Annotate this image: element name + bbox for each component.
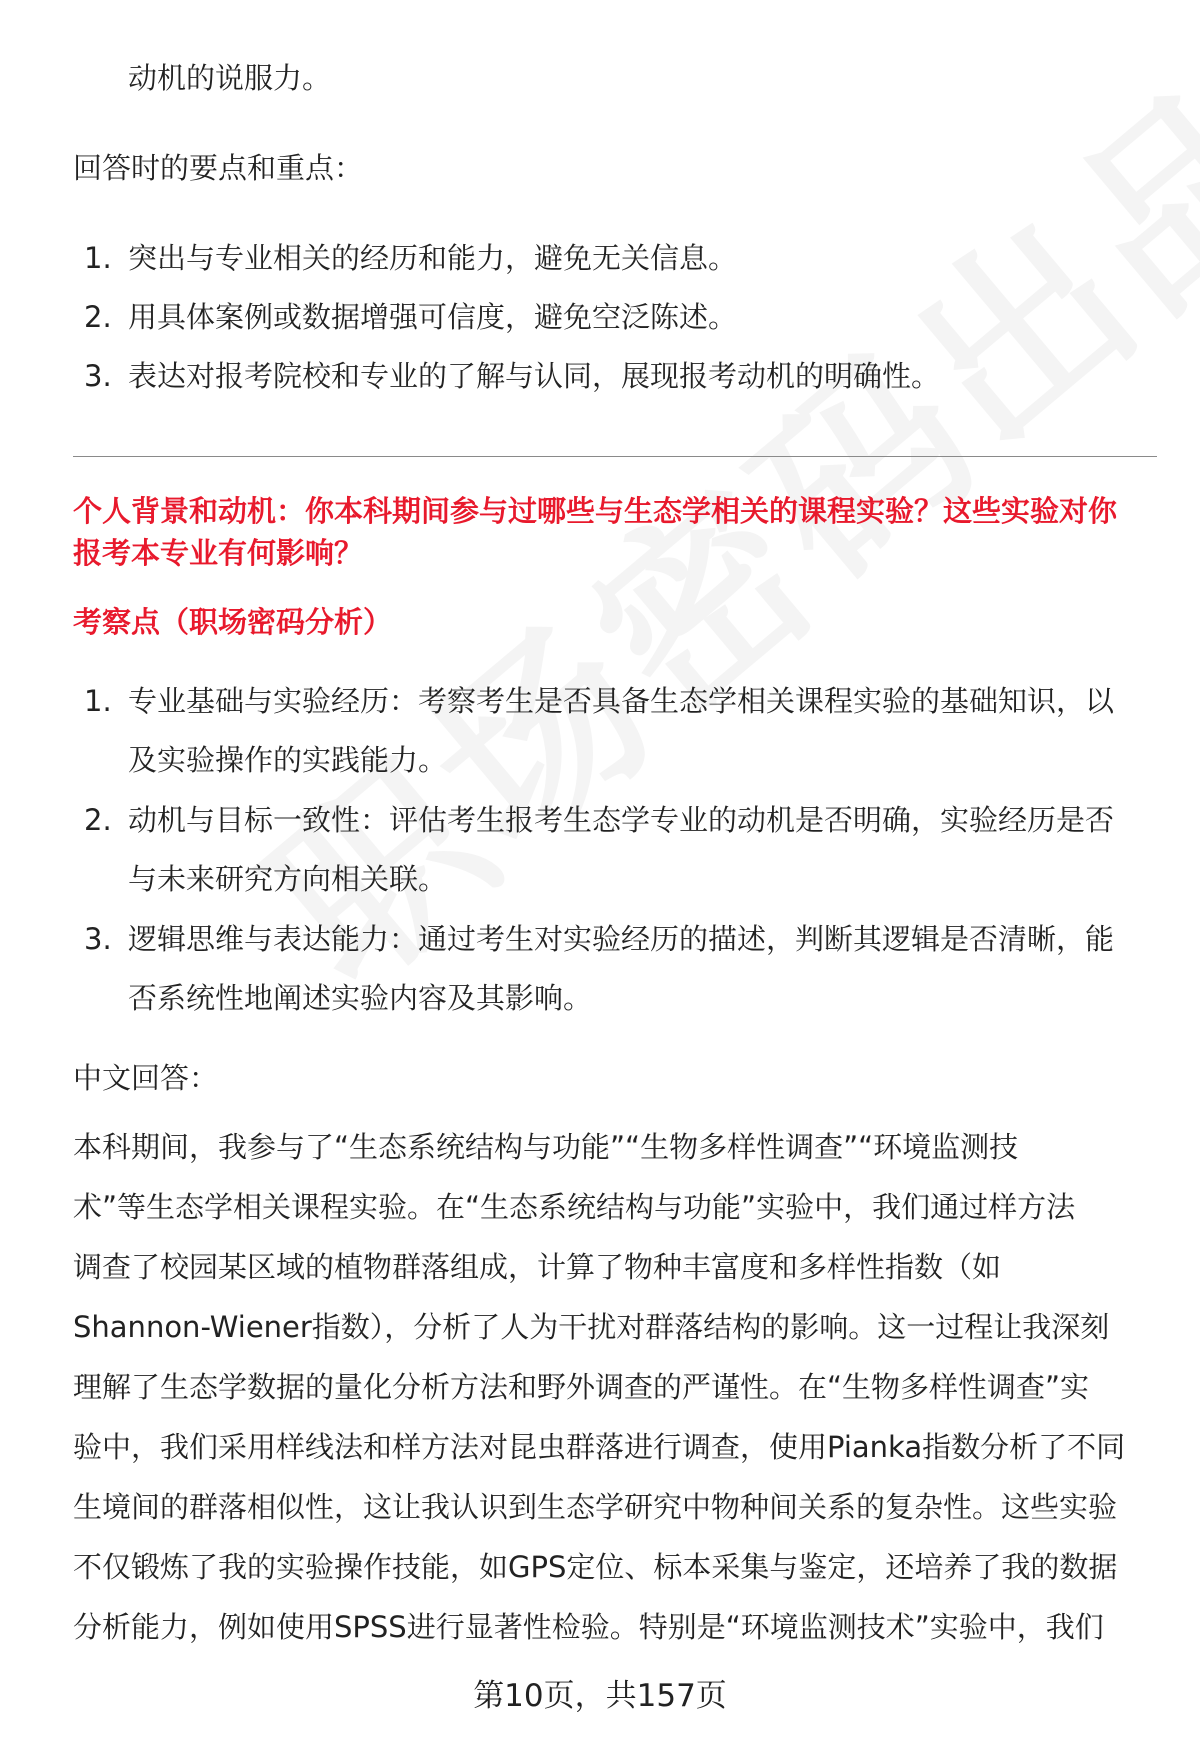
answer-heading: 中文回答：: [73, 1061, 219, 1095]
key-point-number: 1.: [84, 241, 112, 275]
section-divider: [73, 456, 1157, 457]
analysis-heading: 考察点（职场密码分析）: [73, 605, 393, 639]
analysis-text: 否系统性地阐述实验内容及其影响。: [128, 981, 593, 1015]
key-point-text: 突出与专业相关的经历和能力，避免无关信息。: [128, 241, 738, 275]
analysis-text: 专业基础与实验经历：考察考生是否具备生态学相关课程实验的基础知识，以: [128, 684, 1115, 718]
question-line: 个人背景和动机：你本科期间参与过哪些与生态学相关的课程实验？这些实验对你: [73, 494, 1118, 528]
key-point-number: 3.: [84, 359, 112, 393]
key-point-number: 2.: [84, 300, 112, 334]
answer-line: 调查了校园某区域的植物群落组成，计算了物种丰富度和多样性指数（如: [73, 1250, 1002, 1284]
answer-line: Shannon-Wiener指数），分析了人为干扰对群落结构的影响。这一过程让我深刻: [73, 1310, 1110, 1344]
analysis-text: 与未来研究方向相关联。: [128, 862, 448, 896]
key-points-heading: 回答时的要点和重点：: [73, 151, 364, 185]
key-point-text: 用具体案例或数据增强可信度，避免空泛陈述。: [128, 300, 738, 334]
answer-line: 不仅锻炼了我的实验操作技能，如GPS定位、标本采集与鉴定，还培养了我的数据: [73, 1550, 1118, 1584]
page-number-footer: 第10页，共157页: [473, 1678, 727, 1714]
analysis-number: 3.: [84, 922, 112, 956]
analysis-number: 2.: [84, 803, 112, 837]
analysis-text: 逻辑思维与表达能力：通过考生对实验经历的描述，判断其逻辑是否清晰，能: [128, 922, 1115, 956]
key-point-text: 表达对报考院校和专业的了解与认同，展现报考动机的明确性。: [128, 359, 941, 393]
answer-line: 理解了生态学数据的量化分析方法和野外调查的严谨性。在“生物多样性调查”实: [73, 1370, 1090, 1404]
answer-line: 验中，我们采用样线法和样方法对昆虫群落进行调查，使用Pianka指数分析了不同: [73, 1430, 1126, 1464]
answer-line: 生境间的群落相似性，这让我认识到生态学研究中物种间关系的复杂性。这些实验: [73, 1490, 1118, 1524]
analysis-number: 1.: [84, 684, 112, 718]
question-line: 报考本专业有何影响？: [73, 536, 364, 570]
answer-line: 术”等生态学相关课程实验。在“生态系统结构与功能”实验中，我们通过样方法: [73, 1190, 1076, 1224]
answer-line: 分析能力，例如使用SPSS进行显著性检验。特别是“环境监测技术”实验中，我们: [73, 1610, 1104, 1644]
analysis-text: 动机与目标一致性：评估考生报考生态学专业的动机是否明确，实验经历是否: [128, 803, 1115, 837]
intro-tail: 动机的说服力。: [128, 61, 332, 95]
analysis-text: 及实验操作的实践能力。: [128, 743, 448, 777]
answer-line: 本科期间，我参与了“生态系统结构与功能”“生物多样性调查”“环境监测技: [73, 1130, 1019, 1164]
